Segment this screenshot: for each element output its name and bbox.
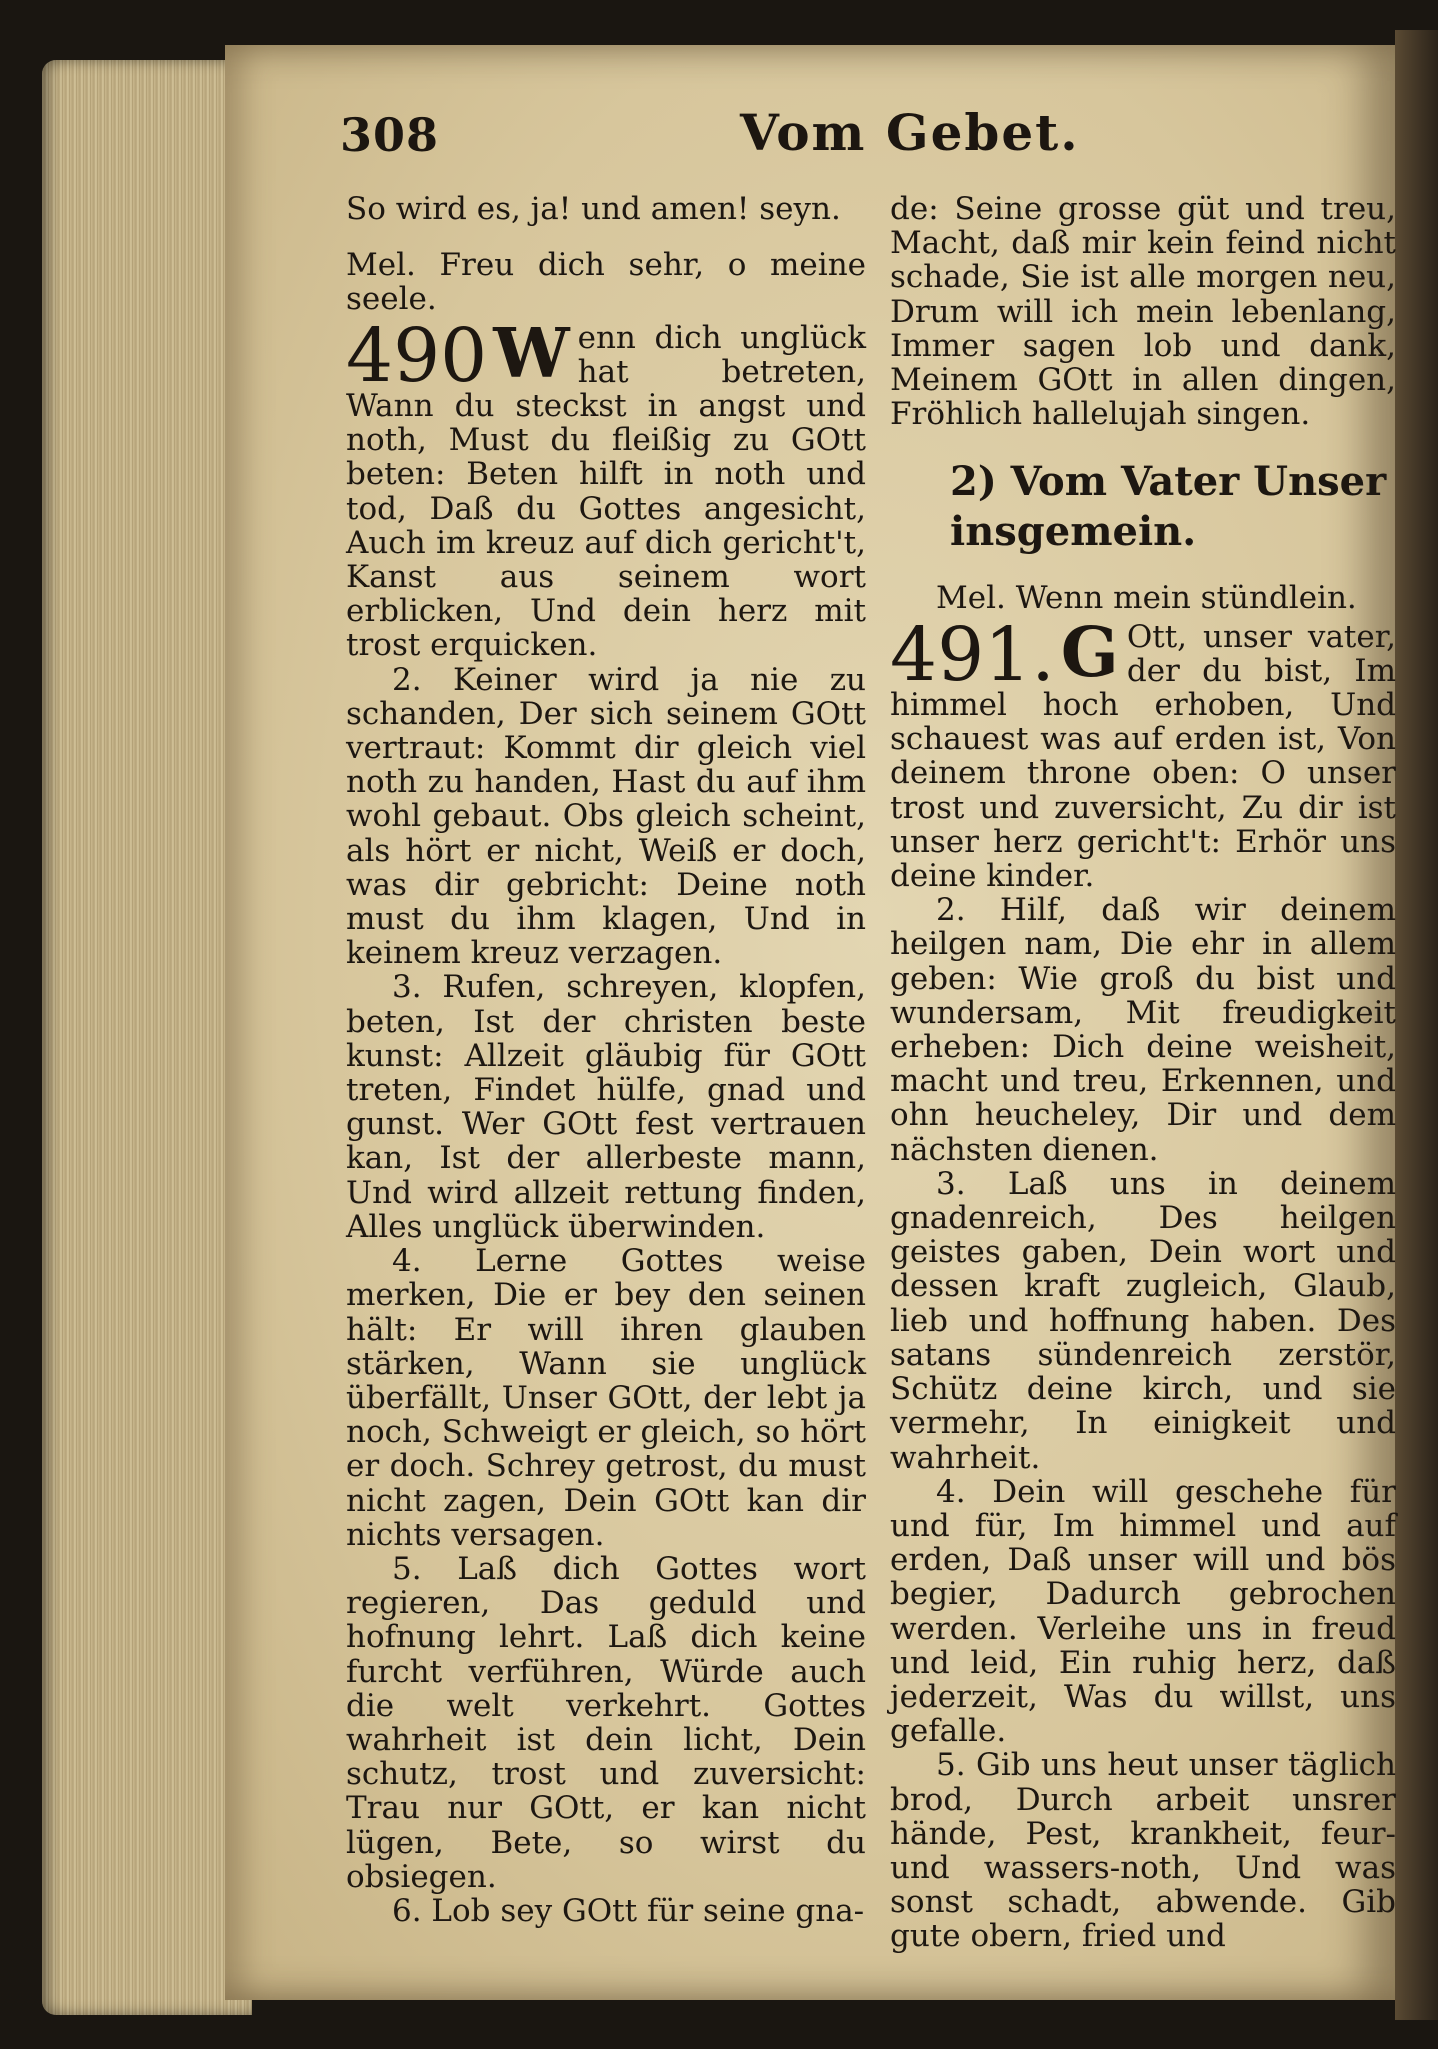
page-title: Vom Gebet.	[740, 103, 1080, 162]
right-column	[890, 192, 1396, 1954]
verse-4: 4. Dein will geschehe für und für, Im himmel und auf erden, Daß unser will und bös begier, Dadurch gebrochen werden. Verleihe uns in freud und leid, Ein ruhig herz, daß jederzeit, Was du willst, uns gefalle.	[890, 1473, 1396, 1750]
hymn-number: 491.	[890, 611, 1055, 698]
left-column	[346, 192, 866, 1928]
verse-2: 2. Keiner wird ja nie zu schanden, Der sich seinem GOtt vertraut: Kommt dir gleich viel noth zu handen, Hast du auf ihm wohl gebaut. Obs gleich scheint, als hört er nicht, Weiß er doch, was dir gebricht: Deine noth must du ihm klagen, Und in keinem kreuz verzagen.	[346, 661, 866, 972]
verse-3: 3. Laß uns in deinem gnadenreich, Des heilgen geistes gaben, Dein wort und dessen kraft zugleich, Glaub, lieb und hoffnung haben. Des satans sündenreich zerstör, Schütz deine kirch, und sie vermehr, In einigkeit und wahrheit.	[890, 1165, 1396, 1476]
melody-line: Mel. Wenn mein stündlein.	[936, 580, 1357, 617]
verse-6: 6. Lob sey GOtt für seine gna-	[392, 1892, 865, 1929]
verse-4: 4. Lerne Gottes weise merken, Die er bey den seinen hält: Er will ihren glauben stärken, Wann sie unglück überfällt, Unser GOtt, der lebt ja noch, Schweigt er gleich, so hört er doch. Schrey getrost, du must nicht zagen, Dein GOtt kan dir nichts versagen.	[346, 1243, 866, 1553]
verse-3: 3. Rufen, schreyen, klopfen, beten, Ist der christen beste kunst: Allzeit gläubig für GOtt treten, Findet hülfe, gnad und gunst. Wer GOtt fest vertrauen kan, Ist der allerbeste mann, Und wird allzeit rettung finden, Alles unglück überwinden.	[346, 969, 866, 1245]
continuation-text: de: Seine grosse güt und treu, Macht, daß mir kein feind nicht schade, Sie ist alle morgen neu, Drum will ich mein lebenlang, Immer sagen lob und dank, Meinem GOtt in allen dingen, Fröhlich hallelujah singen.	[890, 191, 1396, 433]
page-number: 308	[340, 108, 440, 162]
section-heading: 2) Vom Vater Unser insgemein.	[950, 458, 1387, 556]
melody-line: Mel. Freu dich sehr, o meine seele.	[346, 247, 866, 318]
hymn-491	[890, 611, 1396, 895]
continuation-text: So wird es, ja! und amen! seyn.	[346, 191, 841, 227]
drop-cap: W	[493, 313, 570, 394]
verse-text: Ott, unser vater, der du bist, Im himmel hoch erhoben, Und schauest was auf erden ist, Von deinem throne oben: O unser trost und zuversicht, Zu dir ist unser herz gericht't: Erhör uns deine kinder.	[890, 618, 1396, 895]
book-gutter	[1395, 30, 1438, 2020]
verse-2: 2. Hilf, daß wir deinem heilgen nam, Die ehr in allem geben: Wie groß du bist und wundersam, Mit freudigkeit erheben: Dich deine weisheit, macht und treu, Erkennen, und ohn heucheley, Dir und dem nächsten dienen.	[890, 892, 1396, 1168]
verse-5: 5. Laß dich Gottes wort regieren, Das geduld und hofnung lehrt. Laß dich keine furcht verführen, Würde auch die welt verkehrt. Gottes wahrheit ist dein licht, Dein schutz, trost und zuversicht: Trau nur GOtt, er kan nicht lügen, Bete, so wirst du obsiegen.	[346, 1550, 866, 1895]
page-edges	[42, 60, 252, 2015]
verse-5: 5. Gib uns heut unser täglich brod, Durch arbeit unsrer hände, Pest, krankheit, feur- und wassers-noth, Und was sonst schadt, abwende. Gib gute obern, fried und	[890, 1747, 1396, 1955]
hymn-490	[346, 312, 866, 664]
verse-text: enn dich unglück hat betreten, Wann du steckst in angst und noth, Must du fleißig zu GOtt beten: Beten hilft in noth und tod, Daß du Gottes angesicht, Auch im kreuz auf dich gericht't, Kanst aus seinem wort erblicken, Und dein herz mit trost erquicken.	[346, 319, 866, 664]
drop-cap: G	[1060, 612, 1119, 693]
hymn-number: 490	[346, 312, 488, 399]
